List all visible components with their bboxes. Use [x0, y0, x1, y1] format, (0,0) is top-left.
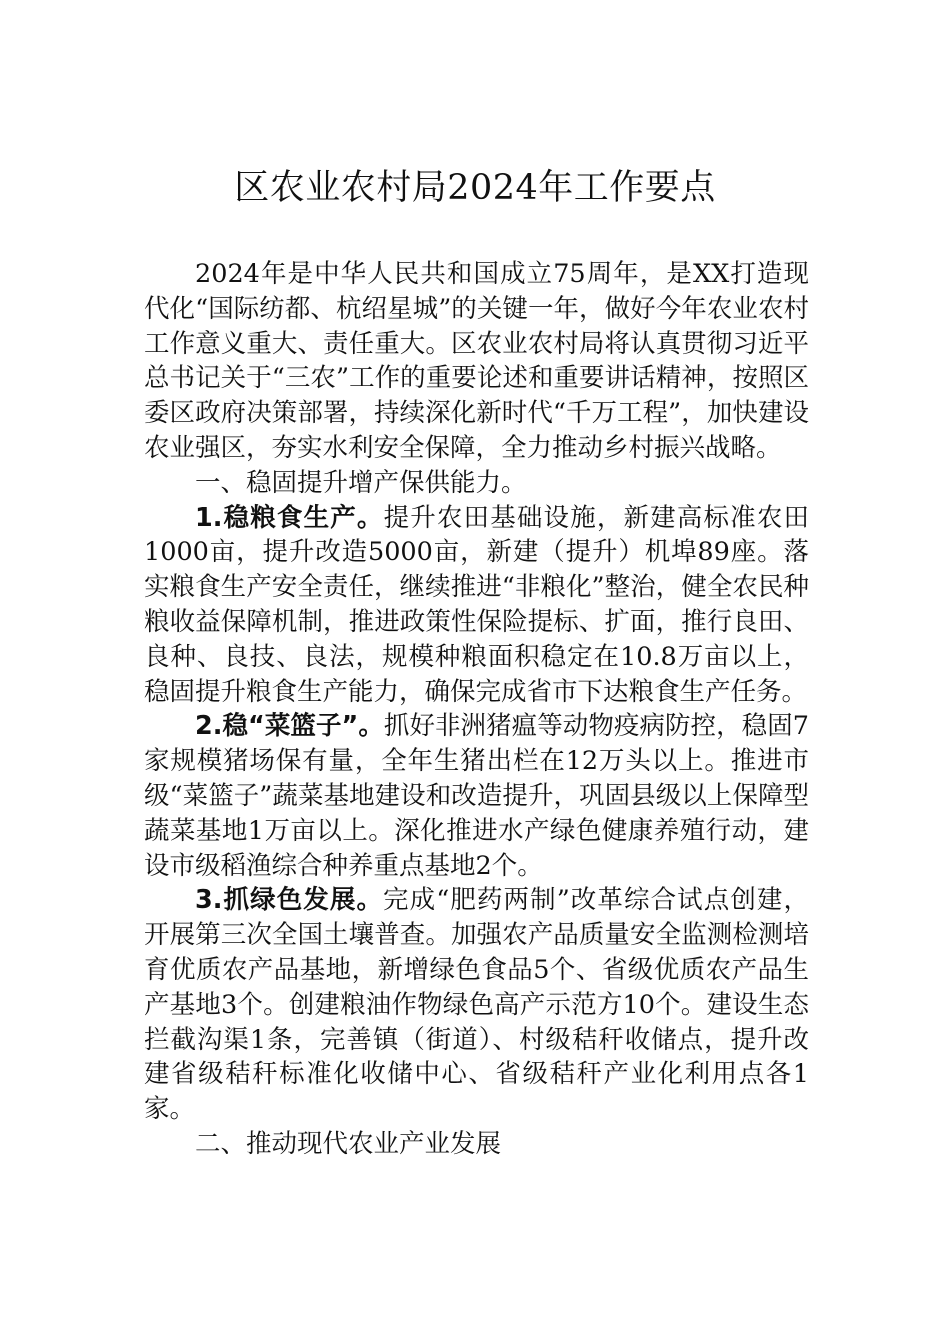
item-3-paragraph: [144, 883, 809, 1127]
section-2-title: 二、推动现代农业产业发展: [195, 1128, 502, 1159]
item-1-text: 提升农田基础设施，新建高标准农田1000亩，提升改造5000亩，新建（提升）机埠89座。落实粮食生产安全责任，继续推进“非粮化”整治，健全农民种粮收益保障机制，推进政策性保险提标、扩面，推行良田、良种、良技、良法，规模种粮面积稳定在10.8万亩以上，稳固提升粮食生产能力，确保完成省市下达粮食生产任务。: [144, 502, 809, 707]
item-2-text: 抓好非洲猪瘟等动物疫病防控，稳固7家规模猪场保有量，全年生猪出栏在12万头以上。推进市级“菜篮子”蔬菜基地建设和改造提升，巩固县级以上保障型蔬菜基地1万亩以上。深化推进水产绿色健康养殖行动，建设市级稻渔综合种养重点基地2个。: [144, 711, 809, 881]
intro-paragraph: 2024年是中华人民共和国成立75周年，是XX打造现代化“国际纺都、杭绍星城”的关键一年，做好今年农业农村工作意义重大、责任重大。区农业农村局将认真贯彻习近平总书记关于“三农”工作的重要论述和重要讲话精神，按照区委区政府决策部署，持续深化新时代“千万工程”，加快建设农业强区，夯实水利安全保障，全力推动乡村振兴战略。: [144, 259, 809, 463]
document-title: 区农业农村局2024年工作要点: [234, 168, 716, 208]
item-1-heading: 1.稳粮食生产。: [195, 502, 384, 533]
item-3-heading: 3.抓绿色发展。: [195, 885, 384, 916]
item-3-text: 完成“肥药两制”改革综合试点创建，开展第三次全国土壤普查。加强农产品质量安全监测检测培育优质农产品基地，新增绿色食品5个、省级优质农产品生产基地3个。创建粮油作物绿色高产示范方10个。建设生态拦截沟渠1条，完善镇（街道）、村级秸秆收储点，提升改建省级秸秆标准化收储中心、省级秸秆产业化利用点各1家。: [144, 885, 810, 1125]
item-2-heading: 2.稳“菜篮子”。: [195, 711, 384, 742]
item-2-paragraph: [144, 709, 809, 883]
section-1-title: 一、稳固提升增产保供能力。: [195, 467, 527, 498]
item-1-paragraph: [144, 501, 809, 710]
document-body: [144, 257, 809, 1162]
